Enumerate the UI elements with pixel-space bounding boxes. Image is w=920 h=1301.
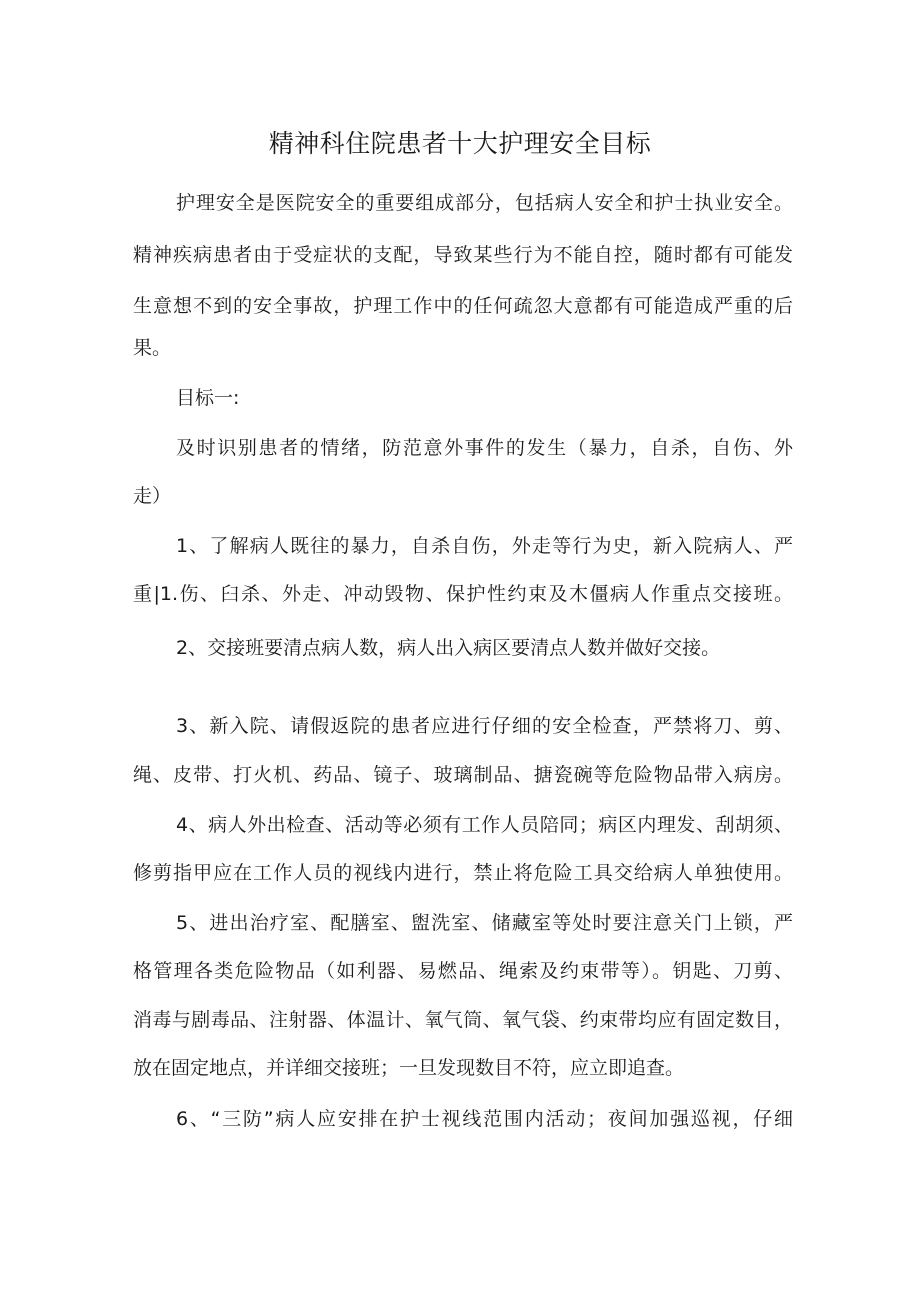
item2-line-1: 2、交接班要清点病人数，病人出入病区要清点人数并做好交接。 (176, 637, 721, 659)
goal1-heading: 目标一: (176, 387, 240, 409)
intro-line-3: 生意想不到的安全事故，护理工作中的任何疏忽大意都有可能造成严重的后 (133, 295, 793, 317)
goal1-desc-line-2: 走） (133, 485, 172, 507)
item1-line-2: 重|1.伤、臼杀、外走、冲动毁物、保护性约束及木僵病人作重点交接班。 (133, 583, 793, 605)
document-title: 精神科住院患者十大护理安全目标 (268, 129, 652, 158)
item1-line-1: 1、了解病人既往的暴力，自杀自伤，外走等行为史，新入院病人、严 (176, 535, 793, 557)
item3-line-2: 绳、皮带、打火机、药品、镜子、玻璃制品、搪瓷碗等危险物品带入病房。 (133, 764, 793, 786)
intro-line-4: 果。 (133, 337, 172, 359)
item5-line-1: 5、进出治疗室、配膳室、盥洗室、储藏室等处时要注意关门上锁，严 (176, 912, 793, 934)
item4-line-1: 4、病人外出检查、活动等必须有工作人员陪同；病区内理发、刮胡须、 (176, 814, 793, 836)
goal1-desc-line-1: 及时识别患者的情绪，防范意外事件的发生（暴力，自杀，自伤、外 (176, 437, 793, 459)
item3-line-1: 3、新入院、请假返院的患者应进行仔细的安全检查，严禁将刀、剪、 (176, 715, 793, 737)
intro-line-2: 精神疾病患者由于受症状的支配，导致某些行为不能自控，随时都有可能发 (133, 244, 793, 266)
item6-line-1: 6、“三防”病人应安排在护士视线范围内活动；夜间加强巡视，仔细 (176, 1108, 793, 1130)
item5-line-3: 消毒与剧毒品、注射器、体温计、氧气筒、氧气袋、约束带均应有固定数目， (133, 1009, 793, 1031)
item5-line-4: 放在固定地点，并详细交接班；一旦发现数目不符，应立即追查。 (133, 1057, 685, 1079)
intro-line-1: 护理安全是医院安全的重要组成部分，包括病人安全和护士执业安全。 (176, 192, 793, 214)
item4-line-2: 修剪指甲应在工作人员的视线内进行，禁止将危险工具交给病人单独使用。 (133, 862, 793, 884)
item5-line-2: 格管理各类危险物品（如利器、易燃品、绳索及约束带等）。钥匙、刀剪、 (133, 960, 793, 982)
